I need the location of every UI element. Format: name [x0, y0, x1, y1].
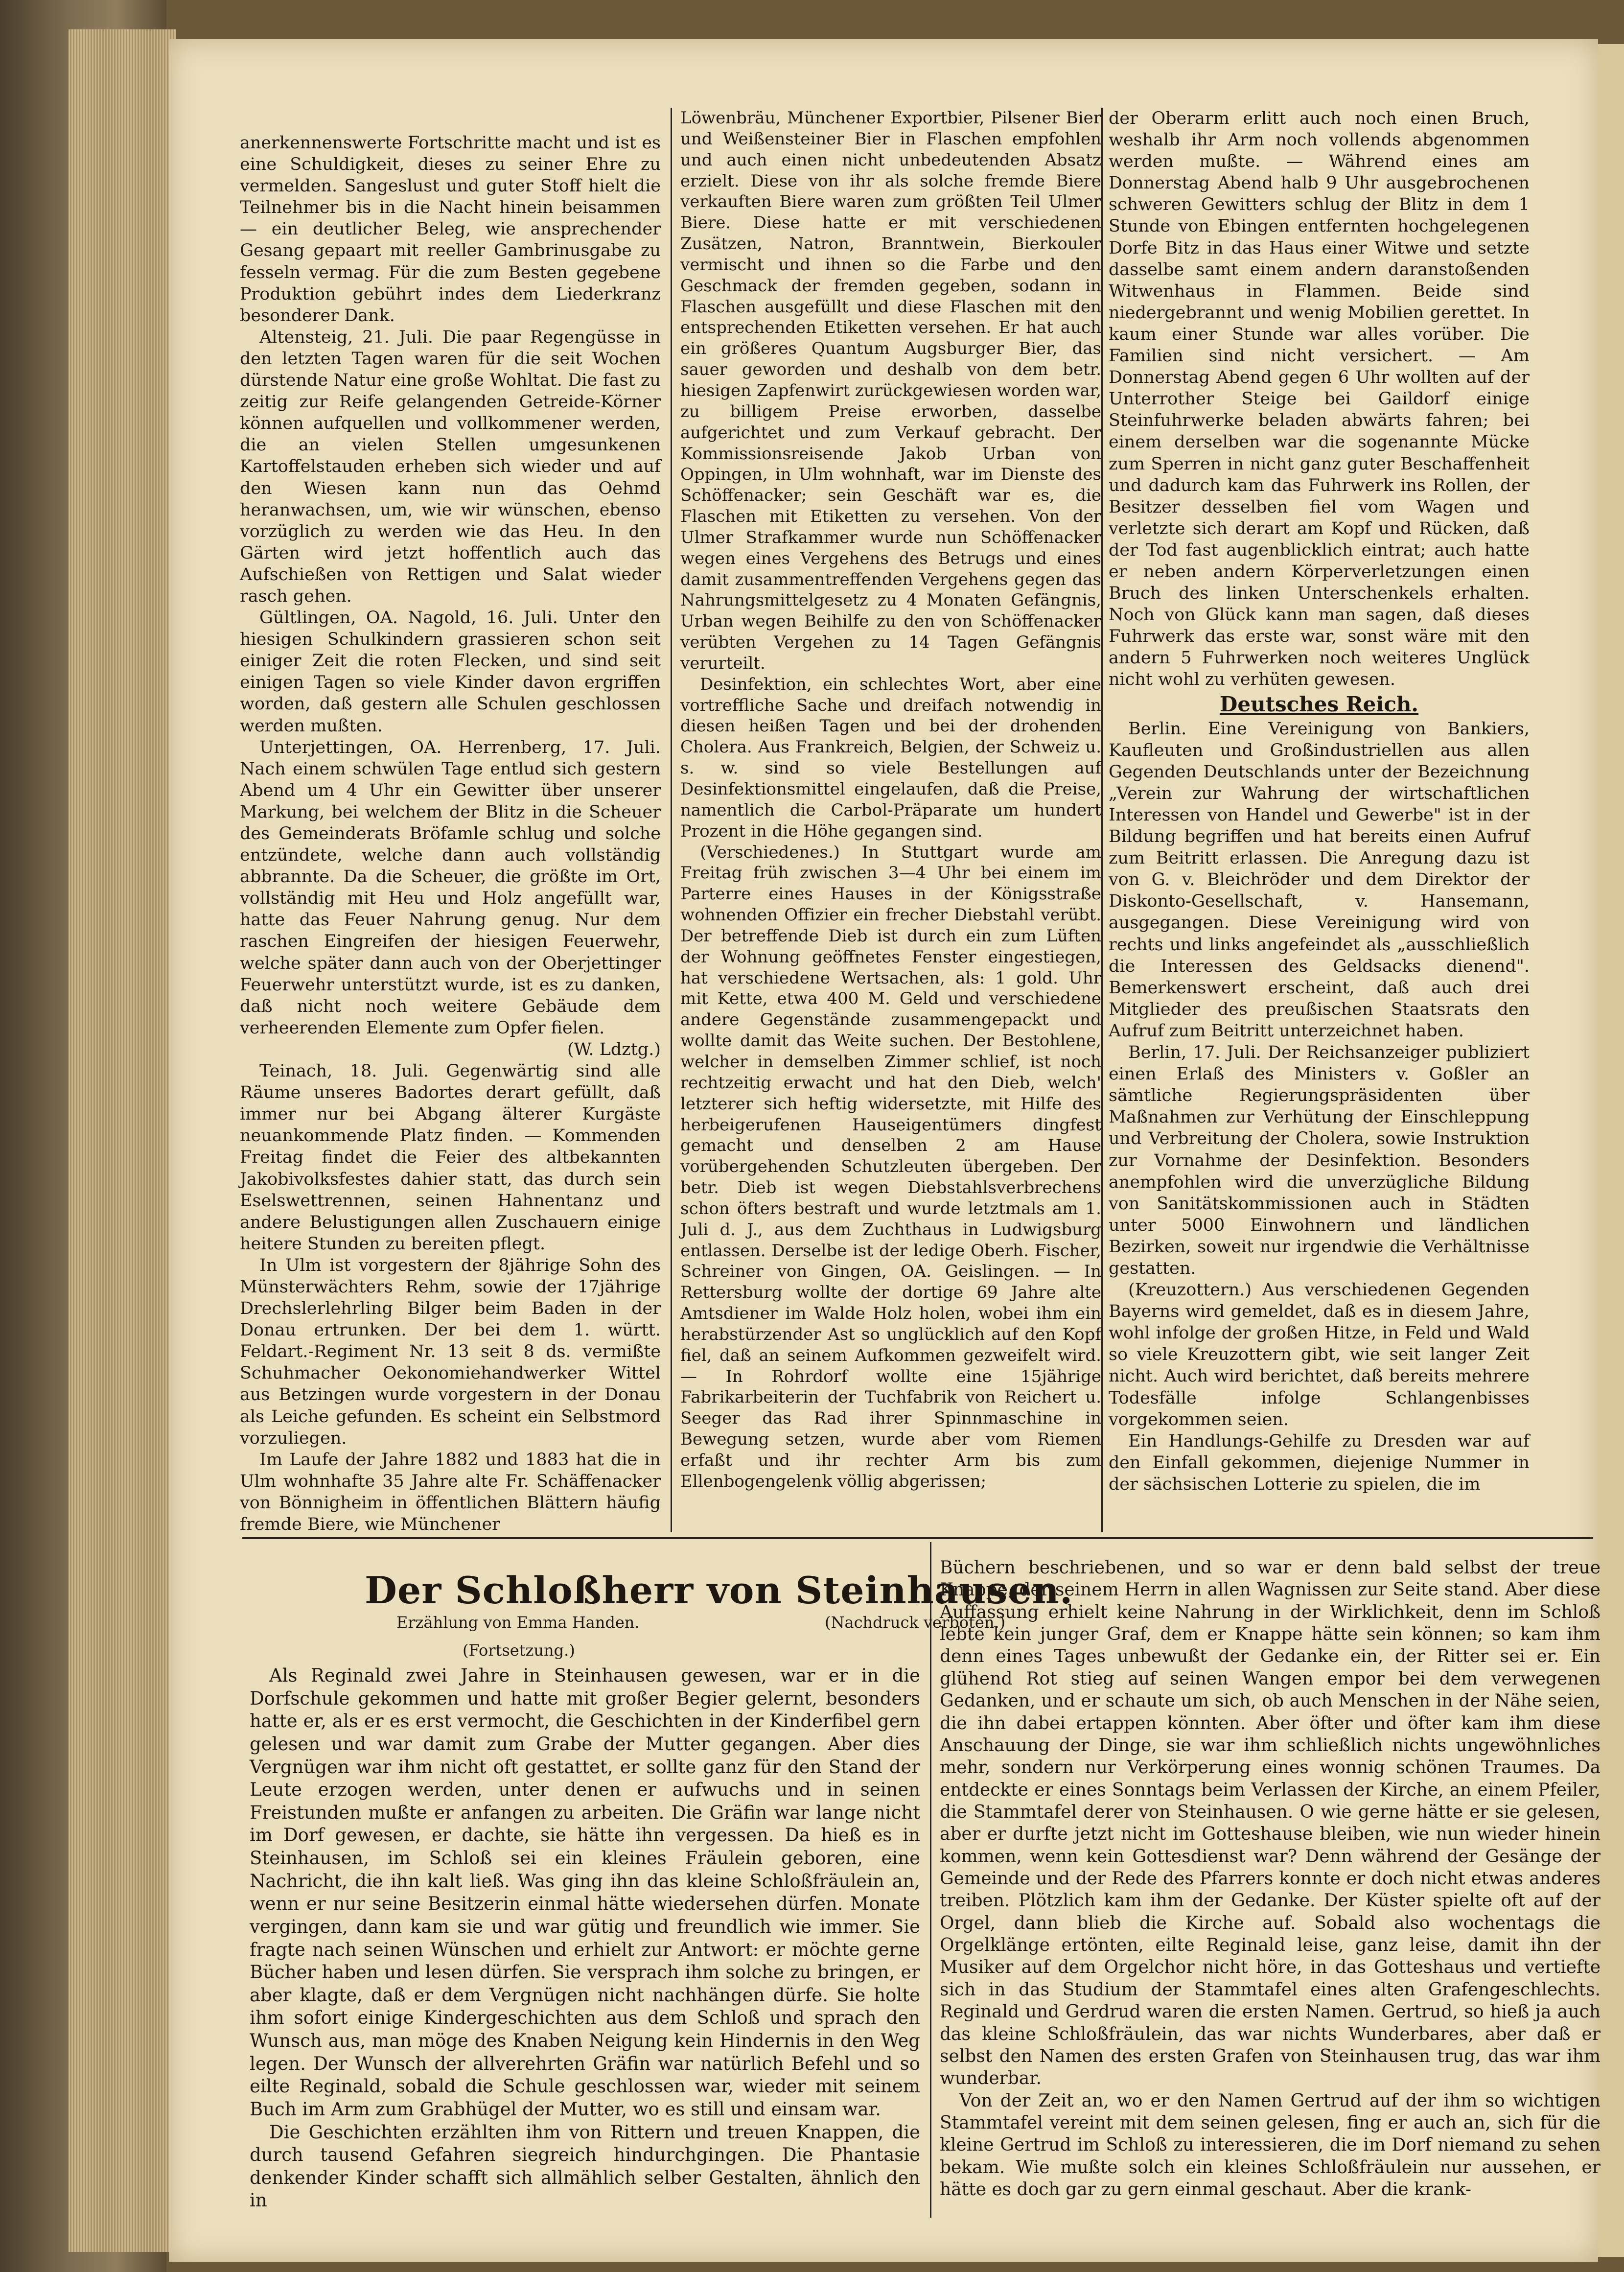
serial-paragraph: Von der Zeit an, wo er den Namen Gertrud auf der ihm so wichtigen Stammtafel vereint mit dem seinen gelesen, fing er auch an, sich für die kleine Gertrud im Schloß zu interessieren, die im Dorf niemand zu sehen bekam. Wie mußte solch ein kleines Schloßfräulein nur aussehen, er hätte es doch gar zu gern einmal geschaut. Aber die krank-: [940, 2090, 1601, 2200]
serial-rights-note: (Nachdruck verboten.): [825, 1613, 1006, 1632]
serial-paragraph: Büchern beschriebenen, und so war er denn bald selbst der treue Knappe, der seinem Herrn in allen Wagnissen zur Seite stand. Aber diese Auffassung erhielt keine Nahrung in der Wirklichkeit, denn im Schloß lebte kein junger Graf, dem er Knappe hätte sein können; so kam ihm denn eines Tages unbewußt der Gedanke ein, der Ritter sei er. Ein glühend Rot stieg auf seinen Wangen empor bei dem verwegenen Gedanken, und er schaute um sich, ob auch Menschen in der Nähe seien, die ihn dabei ertappen könnten. Aber öfter und öfter kam ihm diese Anschauung der Dinge, sie war ihm schließlich nichts ungewöhnliches mehr, sondern nur Verkörperung eines wonnig schönen Traumes. Da entdeckte er eines Sonntags beim Verlassen der Kirche, an einem Pfeiler, die Stammtafel derer von Steinhausen. O wie gerne hätte er sie gelesen, aber er durfte jetzt nicht im Gotteshause bleiben, wie nun wieder hinein kommen, wenn kein Gottesdienst war? Denn während der Gesänge der Gemeinde und der Rede des Pfarrers konnte er doch nicht etwas anderes treiben. Plötzlich kam ihm der Gedanke. Der Küster spielte oft auf der Orgel, dann blieb die Kirche auf. Sobald also wochentags die Orgelklänge ertönten, eilte Reginald leise, ganz leise, damit ihn der Musiker auf dem Orgelchor nicht höre, in das Gotteshaus und vertiefte sich in das Studium der Stammtafel eines alten Grafengeschlechts. Reginald und Gerdrud waren die ersten Namen. Gertrud, so hieß ja auch das kleine Schloßfräulein, das war nichts Wunderbares, aber daß er selbst den Namen des ersten Grafen von Steinhausen trug, das war ihm wunderbar.: [940, 1558, 1601, 2089]
article-teinach: Teinach, 18. Juli. Gegenwärtig sind alle Räume unseres Badortes derart gefüllt, daß immer nur bei Abgang älterer Kurgäste neuankommende Platz finden. — Kommenden Freitag findet die Feier des altbekannten Jakobivolksfestes dahier statt, das durch sein Eselswettrennen, seinen Hahnentanz und andere Belustigungen allen Zuschauern einige heitere Stunden zu bereiten pflegt.: [240, 1061, 661, 1254]
serial-paragraph: Als Reginald zwei Jahre in Steinhausen gewesen, war er in die Dorfschule gekommen und hatte mit großer Begier gelernt, besonders hatte er, als er es erst vermocht, die Geschichten in der Kinderfibel gern gelesen und war damit zum Grabe der Mutter gegangen. Aber dies Vergnügen war ihm nicht oft gestattet, er sollte ganz für den Stand der Leute erzogen werden, unter denen er aufwuchs und in seinen Freistunden mußte er anfangen zu arbeiten. Die Gräfin war lange nicht im Dorf gewesen, er dachte, sie hätte ihn vergessen. Da hieß es in Steinhausen, im Schloß sei ein kleines Fräulein geboren, eine Nachricht, die ihn kalt ließ. Was ging ihn das kleine Schloßfräulein an, wenn er nur seine Besitzerin einmal hätte wiedersehen dürfen. Monate vergingen, dann kam sie und war gütig und freundlich wie immer. Sie fragte nach seinen Wünschen und erhielt zur Antwort: er möchte gerne Bücher haben und lesen dürfen. Sie versprach ihm solche zu bringen, er aber klagte, daß er dem Vergnügen nicht nachhängen dürfe. Sie holte ihm sofort einige Kindergeschichten aus dem Schloß und sprach den Wunsch aus, man möge des Knaben Neigung kein Hindernis in den Weg legen. Der Wunsch der allverehrten Gräfin war natürlich Befehl und so eilte Reginald, sobald die Schule geschlossen war, wieder mit seinem Buch im Arm zum Grabhügel der Mutter, wo es still und einsam war.: [250, 1665, 920, 2120]
newspaper-page: [169, 39, 1601, 2262]
page-edges: [69, 29, 176, 2252]
column-rule-2: [1101, 108, 1103, 1532]
article-ulm: In Ulm ist vorgestern der 8jährige Sohn des Münsterwächters Rehm, sowie der 17jährige Drechslerlehrling Bilger beim Baden in der Donau ertrunken. Der bei dem 1. württ. Feldart.-Regiment Nr. 13 seit 8 ds. vermißte Schuhmacher Oekonomiehandwerker Wittel aus Betzingen wurde vorgestern in der Donau als Leiche gefunden. Es scheint ein Selbstmord vorzuliegen.: [240, 1255, 661, 1448]
serial-column-right: [940, 1557, 1601, 2201]
article-berlin-17: Berlin, 17. Juli. Der Reichsanzeiger publiziert einen Erlaß des Ministers v. Goßler an sämtliche Regierungspräsidenten über Maßnahmen zur Verhütung der Einschleppung und Verbreitung der Cholera, sowie Instruktion zur Vornahme der Desinfektion. Besonders anempfohlen wird die unverzügliche Bildung von Sanitätskommissionen auch in Städten unter 5000 Einwohnern und ländlichen Bezirken, soweit nur irgendwie die Verhältnisse gestatten.: [1109, 1043, 1530, 1278]
article-berlin: Berlin. Eine Vereinigung von Bankiers, Kaufleuten und Großindustriellen aus allen Gegenden Deutschlands unter der Bezeichnung „Verein zur Wahrung der wirtschaftlichen Interessen von Handel und Gewerbe" ist in der Bildung begriffen und hat bereits einen Aufruf zum Beitritt erlassen. Die Anregung dazu ist von G. v. Bleichröder und dem Direktor der Diskonto-Gesellschaft, v. Hansemann, ausgegangen. Diese Vereinigung wird von rechts und links angefeindet als „ausschließlich die Interessen des Geldsacks dienend". Bemerkenswert erscheint, daß auch drei Mitglieder des preußischen Staatsrats den Aufruf zum Beitritt unterzeichnet haben.: [1109, 719, 1530, 1041]
adjacent-page-edge: [1598, 44, 1624, 2257]
serial-title: Der Schloßherr von Steinhausen.: [365, 1569, 1073, 1612]
article-gueltlingen: Gültlingen, OA. Nagold, 16. Juli. Unter den hiesigen Schulkindern grassieren schon seit einiger Zeit die roten Flecken, und sind seit einigen Tagen so viele Kinder davon ergriffen worden, daß gestern alle Schulen geschlossen werden mußten.: [240, 608, 661, 736]
article-dresden: Ein Handlungs-Gehilfe zu Dresden war auf den Einfall gekommen, diejenige Nummer in der sächsischen Lotterie zu spielen, die im: [1109, 1431, 1530, 1494]
article-paragraph: anerkennenswerte Fortschritte macht und ist es eine Schuldigkeit, dieses zu seiner Ehre zu vermelden. Sangeslust und guter Stoff hielt die Teilnehmer bis in die Nacht hinein beisammen — ein deutlicher Beleg, wie ansprechender Gesang gepaart mit reeller Gambrinusgabe zu fesseln vermag. Für die zum Besten gegebene Produktion gebührt indes dem Liederkranz besonderer Dank.: [240, 133, 661, 326]
article-altensteig: Altensteig, 21. Juli. Die paar Regengüsse in den letzten Tagen waren für die seit Wochen dürstende Natur eine große Wohltat. Die fast zu zeitig zur Reife gelangenden Getreide-Körner können aufquellen und vollkommener werden, die an vielen Stellen umgesunkenen Kartoffelstauden erheben sich wieder und auf den Wiesen kann nun das Oehmd heranwachsen, um, wie wir wünschen, ebenso vorzüglich zu werden wie das Heu. In den Gärten wird jetzt hoffentlich auch das Aufschießen von Rettigen und Salat wieder rasch gehen.: [240, 327, 661, 606]
serial-column-rule: [930, 1542, 931, 2218]
article-paragraph: der Oberarm erlitt auch noch einen Bruch, weshalb ihr Arm noch vollends abgenommen werden mußte. — Während eines am Donnerstag Abend halb 9 Uhr ausgebrochenen schweren Gewitters schlug der Blitz in dem 1 Stunde von Ebingen entfernten hochgelegenen Dorfe Bitz in das Haus einer Witwe und setzte dasselbe samt einem andern daranstoßenden Witwenhaus in Flammen. Beide sind niedergebrannt und wenig Mobilien gerettet. In kaum einer Stunde war alles vorüber. Die Familien sind nicht versichert. — Am Donnerstag Abend gegen 6 Uhr wollten auf der Unterrother Steige bei Gaildorf einige Steinfuhrwerke beladen abwärts fahren; bei einem derselben war die sogenannte Mücke zum Sperren in nicht ganz guter Beschaffenheit und dadurch kam das Fuhrwerk ins Rollen, der Besitzer desselben fiel vom Wagen und verletzte sich derart am Kopf und Rücken, daß der Tod fast augenblicklich eintrat; auch hatte er neben andern Körperverletzungen einen Bruch des linken Unterschenkels erhalten. Noch von Glück kann man sagen, daß dieses Fuhrwerk das erste war, sonst wäre mit den andern 5 Fuhrwerken noch weiteres Unglück nicht wohl zu verhüten gewesen.: [1109, 109, 1530, 690]
serial-byline: Erzählung von Emma Handen.: [396, 1613, 640, 1632]
serial-paragraph: Die Geschichten erzählten ihm von Rittern und treuen Knappen, die durch tausend Gefahren siegreich hindurchgingen. Die Phantasie denkender Kinder schafft sich allmählich selber Gestalten, ähnlich den in: [250, 2121, 920, 2211]
serial-column-left: [250, 1664, 920, 2212]
column-3: [1109, 108, 1530, 1495]
article-kreuzottern: (Kreuzottern.) Aus verschiedenen Gegenden Bayerns wird gemeldet, daß es in diesem Jahre, wohl infolge der großen Hitze, in Feld und Wald so viele Kreuzottern gibt, wie seit langer Zeit nicht. Auch wird berichtet, daß bereits mehrere Todesfälle infolge Schlangenbisses vorgekommen seien.: [1109, 1280, 1530, 1429]
serial-continued: (Fortsetzung.): [463, 1641, 575, 1660]
section-heading: Deutsches Reich.: [1219, 692, 1419, 716]
article-verschiedenes: (Verschiedenes.) In Stuttgart wurde am Freitag früh zwischen 3—4 Uhr bei einem im Parterre eines Hauses in der Königsstraße wohnenden Offizier ein frecher Diebstahl verübt. Der betreffende Dieb ist durch ein zum Lüften der Wohnung geöffnetes Fenster eingestiegen, hat verschiedene Wertsachen, als: 1 gold. Uhr mit Kette, etwa 400 M. Geld und verschiedene andere Gegenstände zusammengepackt und wollte damit das Weite suchen. Der Bestohlene, welcher in demselben Zimmer schlief, ist noch rechtzeitig erwacht und hat den Dieb, welch' letzterer sich heftig widersetzte, mit Hilfe des herbeigerufenen Hauseigentümers dingfest gemacht und denselben 2 am Hause vorübergehenden Schutzleuten übergeben. Der betr. Dieb ist wegen Diebstahlsverbrechens schon öfters bestraft und wurde letztmals am 1. Juli d. J., aus dem Zuchthaus in Ludwigsburg entlassen. Derselbe ist der ledige Oberh. Fischer, Schreiner von Gingen, OA. Geislingen. — In Rettersburg wollte der dortige 69 Jahre alte Amtsdiener im Walde Holz holen, wobei ihm ein herabstürzender Ast so unglücklich auf den Kopf fiel, daß an seinem Aufkommen gezweifelt wird. — In Rohrdorf wollte eine 15jährige Fabrikarbeiterin der Tuchfabrik von Reichert u. Seeger das Rad ihrer Spinnmaschine in Bewegung setzen, wurde aber vom Riemen erfaßt und ihr rechter Arm bis zum Ellenbogengelenk völlig abgerissen;: [680, 842, 1101, 1491]
column-2: [680, 108, 1101, 1492]
article-unterjettingen: Unterjettingen, OA. Herrenberg, 17. Juli. Nach einem schwülen Tage entlud sich gestern Abend um 4 Uhr ein Gewitter über unserer Markung, bei welchem der Blitz in die Scheuer des Gemeinderats Bröfamle schlug und solche entzündete, welche dann auch vollständig abbrannte. Da die Scheuer, die größte im Ort, vollständig mit Heu und Holz angefüllt war, hatte das Feuer Nahrung genug. Nur dem raschen Eingreifen der hiesigen Feuerwehr, welche später dann auch von der Oberjettinger Feuerwehr unterstützt wurde, ist es zu danken, daß nicht noch weitere Gebäude dem verheerenden Elemente zum Opfer fielen.: [240, 737, 661, 1038]
source-credit: (W. Ldztg.): [567, 1039, 661, 1059]
column-rule-1: [671, 108, 672, 1532]
serial-separator-rule: [242, 1537, 1593, 1539]
article-desinfektion: Desinfektion, ein schlechtes Wort, aber eine vortreffliche Sache und dreifach notwendig in diesen heißen Tagen und bei der drohenden Cholera. Aus Frankreich, Belgien, der Schweiz u. s. w. sind so viele Bestellungen auf Desinfektionsmittel eingelaufen, daß die Preise, namentlich die Carbol-Präparate um hundert Prozent in die Höhe gegangen sind.: [680, 674, 1101, 841]
article-ulm-beer: Im Laufe der Jahre 1882 und 1883 hat die in Ulm wohnhafte 35 Jahre alte Fr. Schäffenacker von Bönnigheim in öffentlichen Blättern häufig fremde Biere, wie Münchener: [240, 1450, 661, 1534]
article-paragraph: Löwenbräu, Münchener Exportbier, Pilsener Bier und Weißensteiner Bier in Flaschen empfohlen und auch einen nicht unbedeutenden Absatz erzielt. Diese von ihr als solche fremde Biere verkauften Biere waren zum größten Teil Ulmer Biere. Diese hatte er mit verschiedenen Zusätzen, Natron, Branntwein, Bierkouler vermischt und ihnen so die Farbe und den Geschmack der fremden gegeben, sodann in Flaschen ausgefüllt und diese Flaschen mit den entsprechenden Etiketten versehen. Er hat auch ein größeres Quantum Augsburger Bier, das sauer geworden und deshalb von dem betr. hiesigen Zapfenwirt zurückgewiesen worden war, zu billigem Preise erworben, dasselbe aufgerichtet und zum Verkauf gebracht. Der Kommissionsreisende Jakob Urban von Oppingen, in Ulm wohnhaft, war im Dienste des Schöffenacker; sein Geschäft war es, die Flaschen mit Etiketten zu versehen. Von der Ulmer Strafkammer wurde nun Schöffenacker wegen eines Vergehens des Betrugs und eines damit zusammentreffenden Vergehens gegen das Nahrungsmittelgesetz zu 4 Monaten Gefängnis, Urban wegen Beihilfe zu den von Schöffenacker verübten Vergehen zu 14 Tagen Gefängnis verurteilt.: [680, 108, 1101, 673]
column-1: [240, 132, 661, 1535]
